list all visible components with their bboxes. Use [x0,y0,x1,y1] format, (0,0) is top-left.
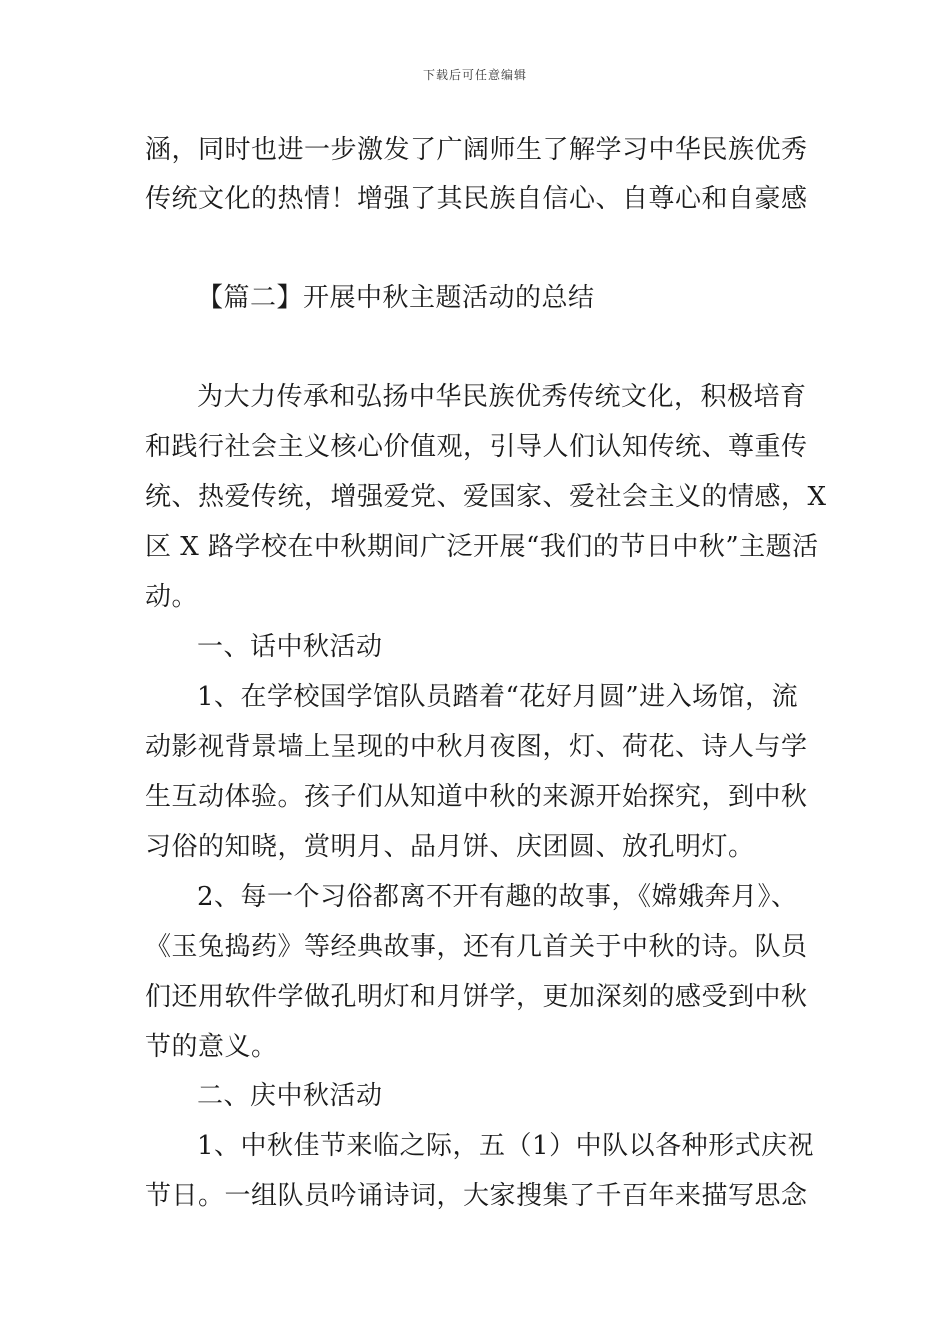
body-line: 节日。一组队员吟诵诗词，大家搜集了千百年来描写思念 [145,1181,808,1211]
body-line: 1、中秋佳节来临之际，五（1）中队以各种形式庆祝 [197,1131,815,1161]
body-line: 2、每一个习俗都离不开有趣的故事，《嫦娥奔月》、 [197,882,798,912]
body-line: 节的意义。 [145,1032,278,1062]
body-line: 动影视背景墙上呈现的中秋月夜图，灯、荷花、诗人与学 [145,732,808,762]
body-line: 生互动体验。孩子们从知道中秋的来源开始探究，到中秋 [145,782,808,812]
body-line: 传统文化的热情！增强了其民族自信心、自尊心和自豪感 [145,184,808,214]
subsection-heading: 二、庆中秋活动 [197,1081,383,1111]
page-header-note: 下载后可任意编辑 [422,68,527,82]
body-line: 《玉兔捣药》等经典故事，还有几首关于中秋的诗。队员 [145,932,808,962]
subsection-heading: 一、话中秋活动 [197,632,383,662]
body-line: 统、热爱传统，增强爱党、爱国家、爱社会主义的情感，X [145,482,827,512]
body-line: 习俗的知晓，赏明月、品月饼、庆团圆、放孔明灯。 [145,832,755,862]
body-line: 为大力传承和弘扬中华民族优秀传统文化，积极培育 [197,382,807,412]
body-line: 动。 [145,582,199,612]
body-line: 区 X 路学校在中秋期间广泛开展“我们的节日中秋”主题活 [145,532,819,562]
body-line: 涵，同时也进一步激发了广阔师生了解学习中华民族优秀 [145,135,808,165]
body-line: 1、在学校国学馆队员踏着“花好月圆”进入场馆，流 [197,682,799,712]
body-line: 们还用软件学做孔明灯和月饼学，更加深刻的感受到中秋 [145,982,808,1012]
section-heading: 【篇二】开展中秋主题活动的总结 [197,283,595,313]
body-line: 和践行社会主义核心价值观，引导人们认知传统、尊重传 [145,432,808,462]
